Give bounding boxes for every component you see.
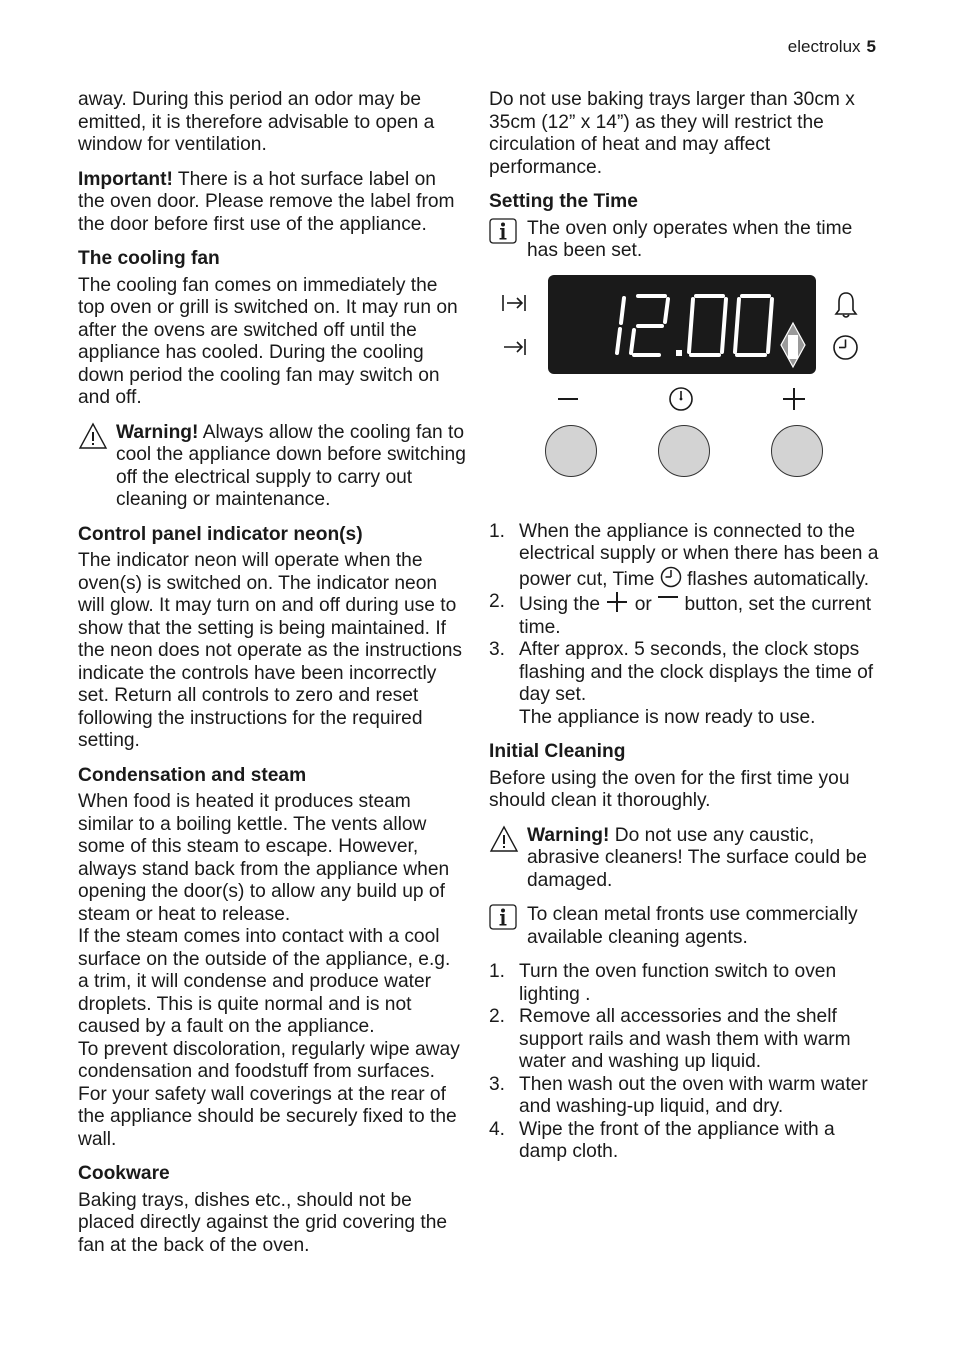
duration-icon [501, 293, 527, 313]
page-header [788, 37, 876, 57]
neon-heading: Control panel indicator neon(s) [78, 523, 363, 545]
condensation-p3: To prevent discoloration, regularly wipe away condensation and foodstuff from surfaces. [78, 1038, 460, 1082]
important-label: Important! [78, 168, 173, 190]
cooling-fan-text: The cooling fan comes on immediately the top oven or grill is switched on. It may run on after the ovens are switched off until the appliance has cooled. During the cooling down period the cooling fan may switch on and off. [78, 274, 458, 408]
minus-button[interactable] [545, 425, 597, 477]
page-number: 5 [866, 37, 876, 56]
control-panel-illustration [489, 275, 879, 507]
plus-icon [781, 386, 807, 412]
right-column [489, 89, 879, 1176]
important-paragraph [78, 169, 466, 237]
neon-text: The indicator neon will operate when the oven(s) is switched on. The indicator neon will glow. It may turn on and off during use to show that the setting is being maintained. If the neon does not operate as the instructions indicate the controls have been incorrectly set. Return all controls to zero and reset following the instructions for the required setting. [78, 550, 463, 751]
warning-label: Warning! [116, 421, 199, 443]
cleaning-warning [489, 825, 879, 893]
important-text: There is a hot surface label on the oven door. Please remove the label from the door before first use of the appliance. [78, 168, 455, 235]
minus-icon [556, 387, 580, 411]
plus-icon [605, 591, 629, 613]
condensation-p2: If the steam comes into contact with a cool surface on the outside of the appliance, e.g. a trim, it will condense and produce water droplets. This is quite normal and is not caused by a fault on the appliance. [78, 926, 451, 1037]
cooling-fan-warning [78, 422, 466, 512]
minus-icon [657, 591, 679, 613]
left-column [78, 89, 466, 1269]
trays-paragraph: Do not use baking trays larger than 30cm x 35cm (12” x 14”) as they will restrict the circulation of heat and may affect performance. [489, 89, 855, 178]
list-item: 1. When the appliance is connected to the electrical supply or when there has been a power cut, Time flashes automatically. [489, 520, 879, 590]
info-icon [489, 218, 527, 263]
intro-paragraph: away. During this period an odor may be emitted, it is therefore advisable to open a window for ventilation. [78, 89, 435, 155]
warning-triangle-icon [78, 422, 116, 512]
cleaning-info [489, 904, 879, 949]
warning-triangle-icon [489, 825, 527, 893]
condensation-p4: For your safety wall coverings at the rear of the appliance should be securely fixed to the wall. [78, 1083, 457, 1150]
initial-cleaning-heading: Initial Cleaning [489, 741, 626, 762]
list-item: 3. Then wash out the oven with warm water and washing-up liquid, and dry. [489, 1073, 868, 1117]
warning-label: Warning! [527, 824, 610, 846]
list-item: 4. Wipe the front of the appliance with a damp cloth. [489, 1118, 835, 1162]
clock-icon [832, 334, 859, 361]
setting-time-heading: Setting the Time [489, 191, 638, 212]
condensation-p1: When food is heated it produces steam similar to a boiling kettle. The vents allow some of this steam to escape. However, always stand back from the appliance when opening the door(s) to allow any build up of steam or heat to release. [78, 791, 450, 925]
info-text: The oven only operates when the time has been set. [527, 217, 853, 261]
clock-display [548, 275, 816, 374]
info-icon [489, 904, 527, 949]
end-time-icon [501, 337, 527, 357]
list-item: 3. After approx. 5 seconds, the clock stops flashing and the clock displays the time of day set. The appliance is now ready to use. [489, 639, 874, 728]
setting-time-steps [489, 521, 879, 730]
list-item: 2. Using the or button, set the current time. [489, 591, 872, 638]
clock-button[interactable] [658, 425, 710, 477]
condensation-heading: Condensation and steam [78, 764, 307, 786]
list-item: 1. Turn the oven function switch to oven lighting . [489, 961, 837, 1005]
plus-button[interactable] [771, 425, 823, 477]
cookware-text: Baking trays, dishes etc., should not be placed directly against the grid covering the fan at the back of the oven. [78, 1189, 448, 1256]
warning-text: Always allow the cooling fan to cool the appliance down before switching off the electrical supply to carry out cleaning or maintenance. [116, 421, 466, 510]
brand-name: electrolux [787, 37, 861, 56]
initial-cleaning-text: Before using the oven for the first time you should clean it thoroughly. [489, 767, 850, 811]
cookware-heading: Cookware [78, 1163, 170, 1184]
clock-digits [548, 275, 816, 374]
info-text: To clean metal fronts use commercially available cleaning agents. [527, 904, 858, 948]
setting-time-info [489, 218, 879, 263]
clock-icon [660, 566, 682, 588]
cleaning-steps [489, 961, 879, 1164]
cooling-fan-heading: The cooling fan [78, 248, 220, 269]
warning-text: Do not use any caustic, abrasive cleaners! The surface could be damaged. [527, 824, 867, 891]
list-item: 2. Remove all accessories and the shelf support rails and wash them with warm water and washing up liquid. [489, 1006, 851, 1072]
bell-icon [834, 291, 858, 319]
clock-icon [668, 386, 694, 412]
